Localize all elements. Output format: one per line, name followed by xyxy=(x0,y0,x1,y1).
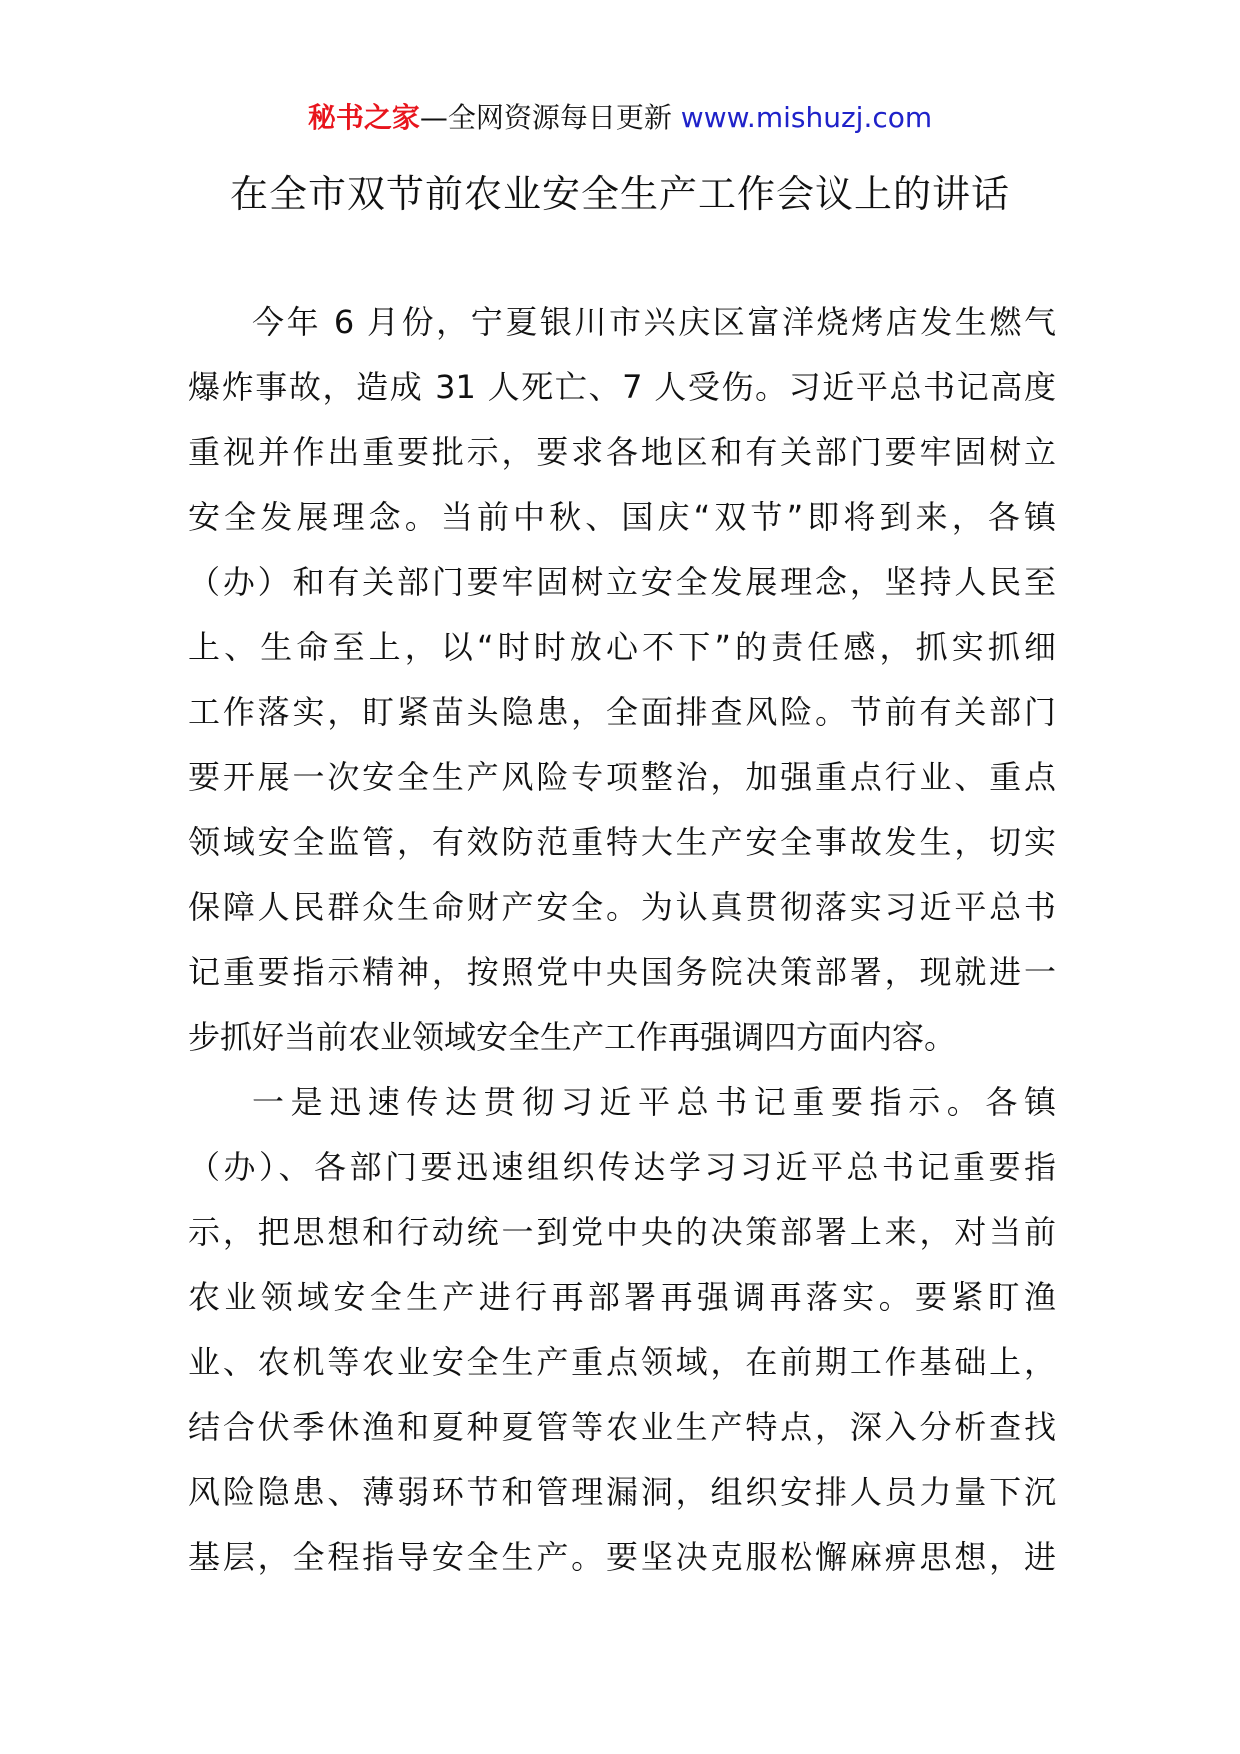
paragraph-line: 农业领域安全生产进行再部署再强调再落实。要紧盯渔 xyxy=(188,1278,1056,1316)
paragraph-line: 今年 6 月份，宁夏银川市兴庆区富洋烧烤店发生燃气 xyxy=(252,303,1056,341)
paragraph-line: 风险隐患、薄弱环节和管理漏洞，组织安排人员力量下沉 xyxy=(188,1473,1056,1511)
site-url-link[interactable]: www.mishuzj.com xyxy=(680,101,933,134)
document-body xyxy=(188,290,1056,1590)
paragraph-line: 一是迅速传达贯彻习近平总书记重要指示。各镇 xyxy=(252,1083,1056,1121)
paragraph-line: 爆炸事故，造成 31 人死亡、7 人受伤。习近平总书记高度 xyxy=(188,368,1056,406)
paragraph-line: 领域安全监管，有效防范重特大生产安全事故发生，切实 xyxy=(188,823,1056,861)
paragraph-line: 基层，全程指导安全生产。要坚决克服松懈麻痹思想，进 xyxy=(188,1538,1056,1576)
paragraph-line: 业、农机等农业安全生产重点领域，在前期工作基础上， xyxy=(188,1343,1056,1381)
document-title: 在全市双节前农业安全生产工作会议上的讲话 xyxy=(229,172,1010,216)
paragraph-line: （办）和有关部门要牢固树立安全发展理念，坚持人民至 xyxy=(188,563,1056,601)
paragraph-line: 保障人民群众生命财产安全。为认真贯彻落实习近平总书 xyxy=(188,888,1056,926)
paragraph-line: 示，把思想和行动统一到党中央的决策部署上来，对当前 xyxy=(188,1213,1056,1251)
paragraph-line: 上、生命至上，以“时时放心不下”的责任感，抓实抓细 xyxy=(188,628,1056,666)
paragraph-line: 要开展一次安全生产风险专项整治，加强重点行业、重点 xyxy=(188,758,1056,796)
site-header xyxy=(0,98,1240,138)
site-brand: 秘书之家 xyxy=(307,101,420,134)
paragraph-line: 结合伏季休渔和夏种夏管等农业生产特点，深入分析查找 xyxy=(188,1408,1056,1446)
paragraph-line: 安全发展理念。当前中秋、国庆“双节”即将到来，各镇 xyxy=(188,498,1056,536)
paragraph-line: 记重要指示精神，按照党中央国务院决策部署，现就进一 xyxy=(188,953,1056,991)
site-tagline: —全网资源每日更新 xyxy=(419,101,672,134)
paragraph-line: 重视并作出重要批示，要求各地区和有关部门要牢固树立 xyxy=(188,433,1056,471)
paragraph-line: （办）、各部门要迅速组织传达学习习近平总书记重要指 xyxy=(188,1148,1056,1186)
paragraph-line: 步抓好当前农业领域安全生产工作再强调四方面内容。 xyxy=(188,1018,957,1056)
paragraph-line: 工作落实，盯紧苗头隐患，全面排查风险。节前有关部门 xyxy=(188,693,1056,731)
